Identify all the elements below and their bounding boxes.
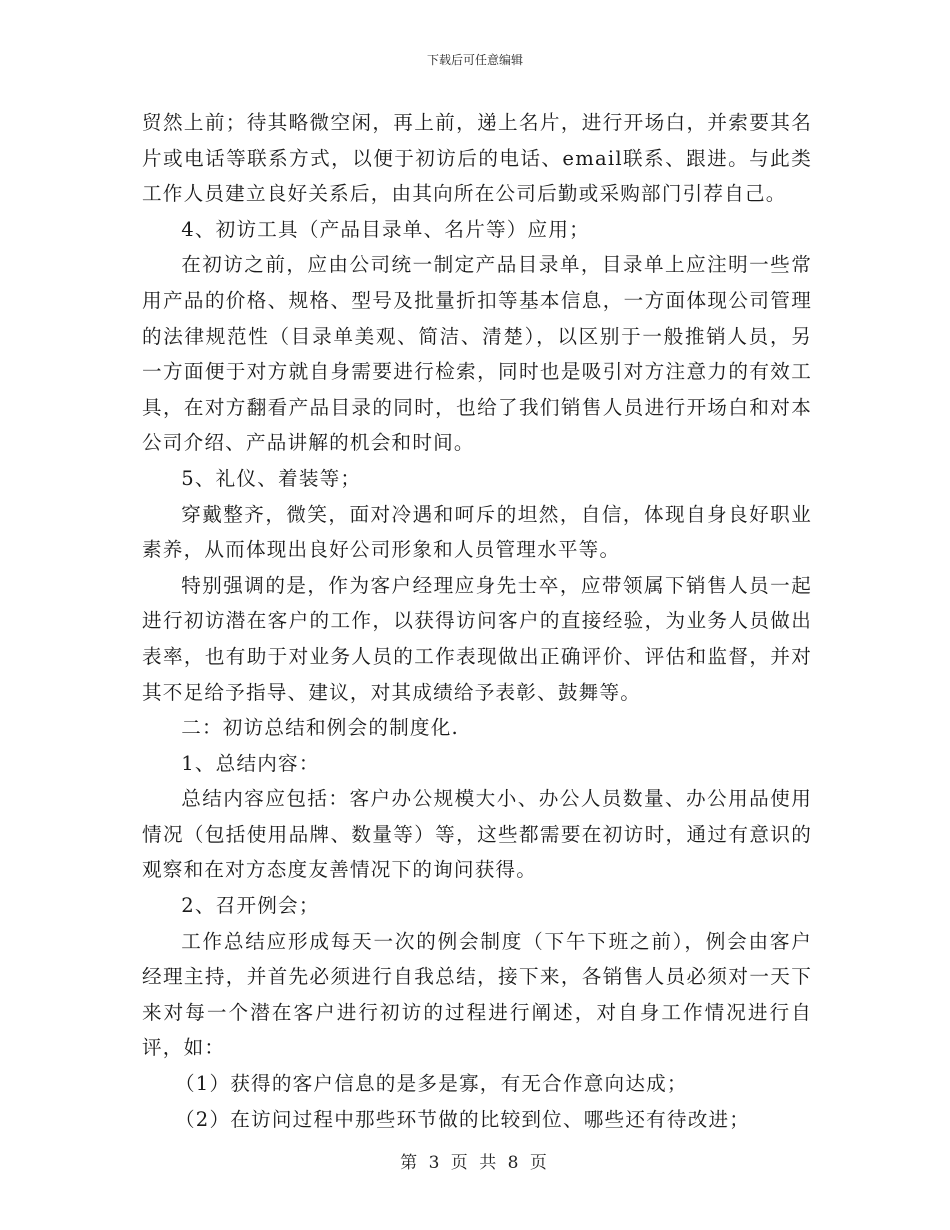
- paragraph-dress-code: 穿戴整齐，微笑，面对冷遇和呵斥的坦然，自信，体现自身良好职业素养，从而体现出良好公司形象和人员管理水平等。: [142, 502, 812, 562]
- paragraph-product-catalog: 在初访之前，应由公司统一制定产品目录单，目录单上应注明一些常用产品的价格、规格、型号及批量折扣等基本信息，一方面体现公司管理的法律规范性（目录单美观、简洁、清楚），以区别于一般推销人员，另一方面便于对方就自身需要进行检索，同时也是吸引对方注意力的有效工具，在对方翻看产品目录的同时，也给了我们销售人员进行开场白和对本公司介绍、产品讲解的机会和时间。: [142, 253, 812, 455]
- paragraph-regular-meetings: 工作总结应形成每天一次的例会制度（下午下班之前），例会由客户经理主持，并首先必须进行自我总结，接下来，各销售人员必须对一天下来对每一个潜在客户进行初访的过程进行阐述，对自身工作情况进行自评，如：: [142, 929, 812, 1060]
- list-item-2: （2）在访问过程中那些环节做的比较到位、哪些还有待改进；: [175, 1107, 751, 1131]
- list-item-1: （1）获得的客户信息的是多是寡，有无合作意向达成；: [175, 1072, 688, 1096]
- section-heading-etiquette: 5、礼仪、着装等；: [181, 466, 362, 490]
- section-heading-initial-visit-tools: 4、初访工具（产品目录单、名片等）应用；: [181, 217, 590, 241]
- paragraph-manager-emphasis: 特别强调的是，作为客户经理应身先士卒，应带领属下销售人员一起进行初访潜在客户的工作，以获得访问客户的直接经验，为业务人员做出表率，也有助于对业务人员的工作表现做出正确评价、评估和监督，并对其不足给予指导、建议，对其成绩给予表彰、鼓舞等。: [142, 573, 812, 704]
- section-heading-summary-content: 1、总结内容：: [181, 751, 320, 775]
- section-heading-summary-meetings: 二：初访总结和例会的制度化.: [181, 716, 459, 740]
- paragraph-continuation: 贸然上前；待其略微空闲，再上前，递上名片，进行开场白，并索要其名片或电话等联系方式，以便于初访后的电话、email联系、跟进。与此类工作人员建立良好关系后，由其向所在公司后勤或采购部门引荐自己。: [142, 111, 812, 206]
- section-heading-regular-meetings: 2、召开例会；: [181, 894, 320, 918]
- paragraph-summary-content: 总结内容应包括：客户办公规模大小、办公人员数量、办公用品使用情况（包括使用品牌、数量等）等，这些都需要在初访时，通过有意识的观察和在对方态度友善情况下的询问获得。: [142, 787, 812, 882]
- page-header: 下载后可任意编辑: [426, 53, 523, 67]
- document-body: [142, 105, 812, 1137]
- page-number: 第 3 页 共 8 页: [400, 1153, 550, 1173]
